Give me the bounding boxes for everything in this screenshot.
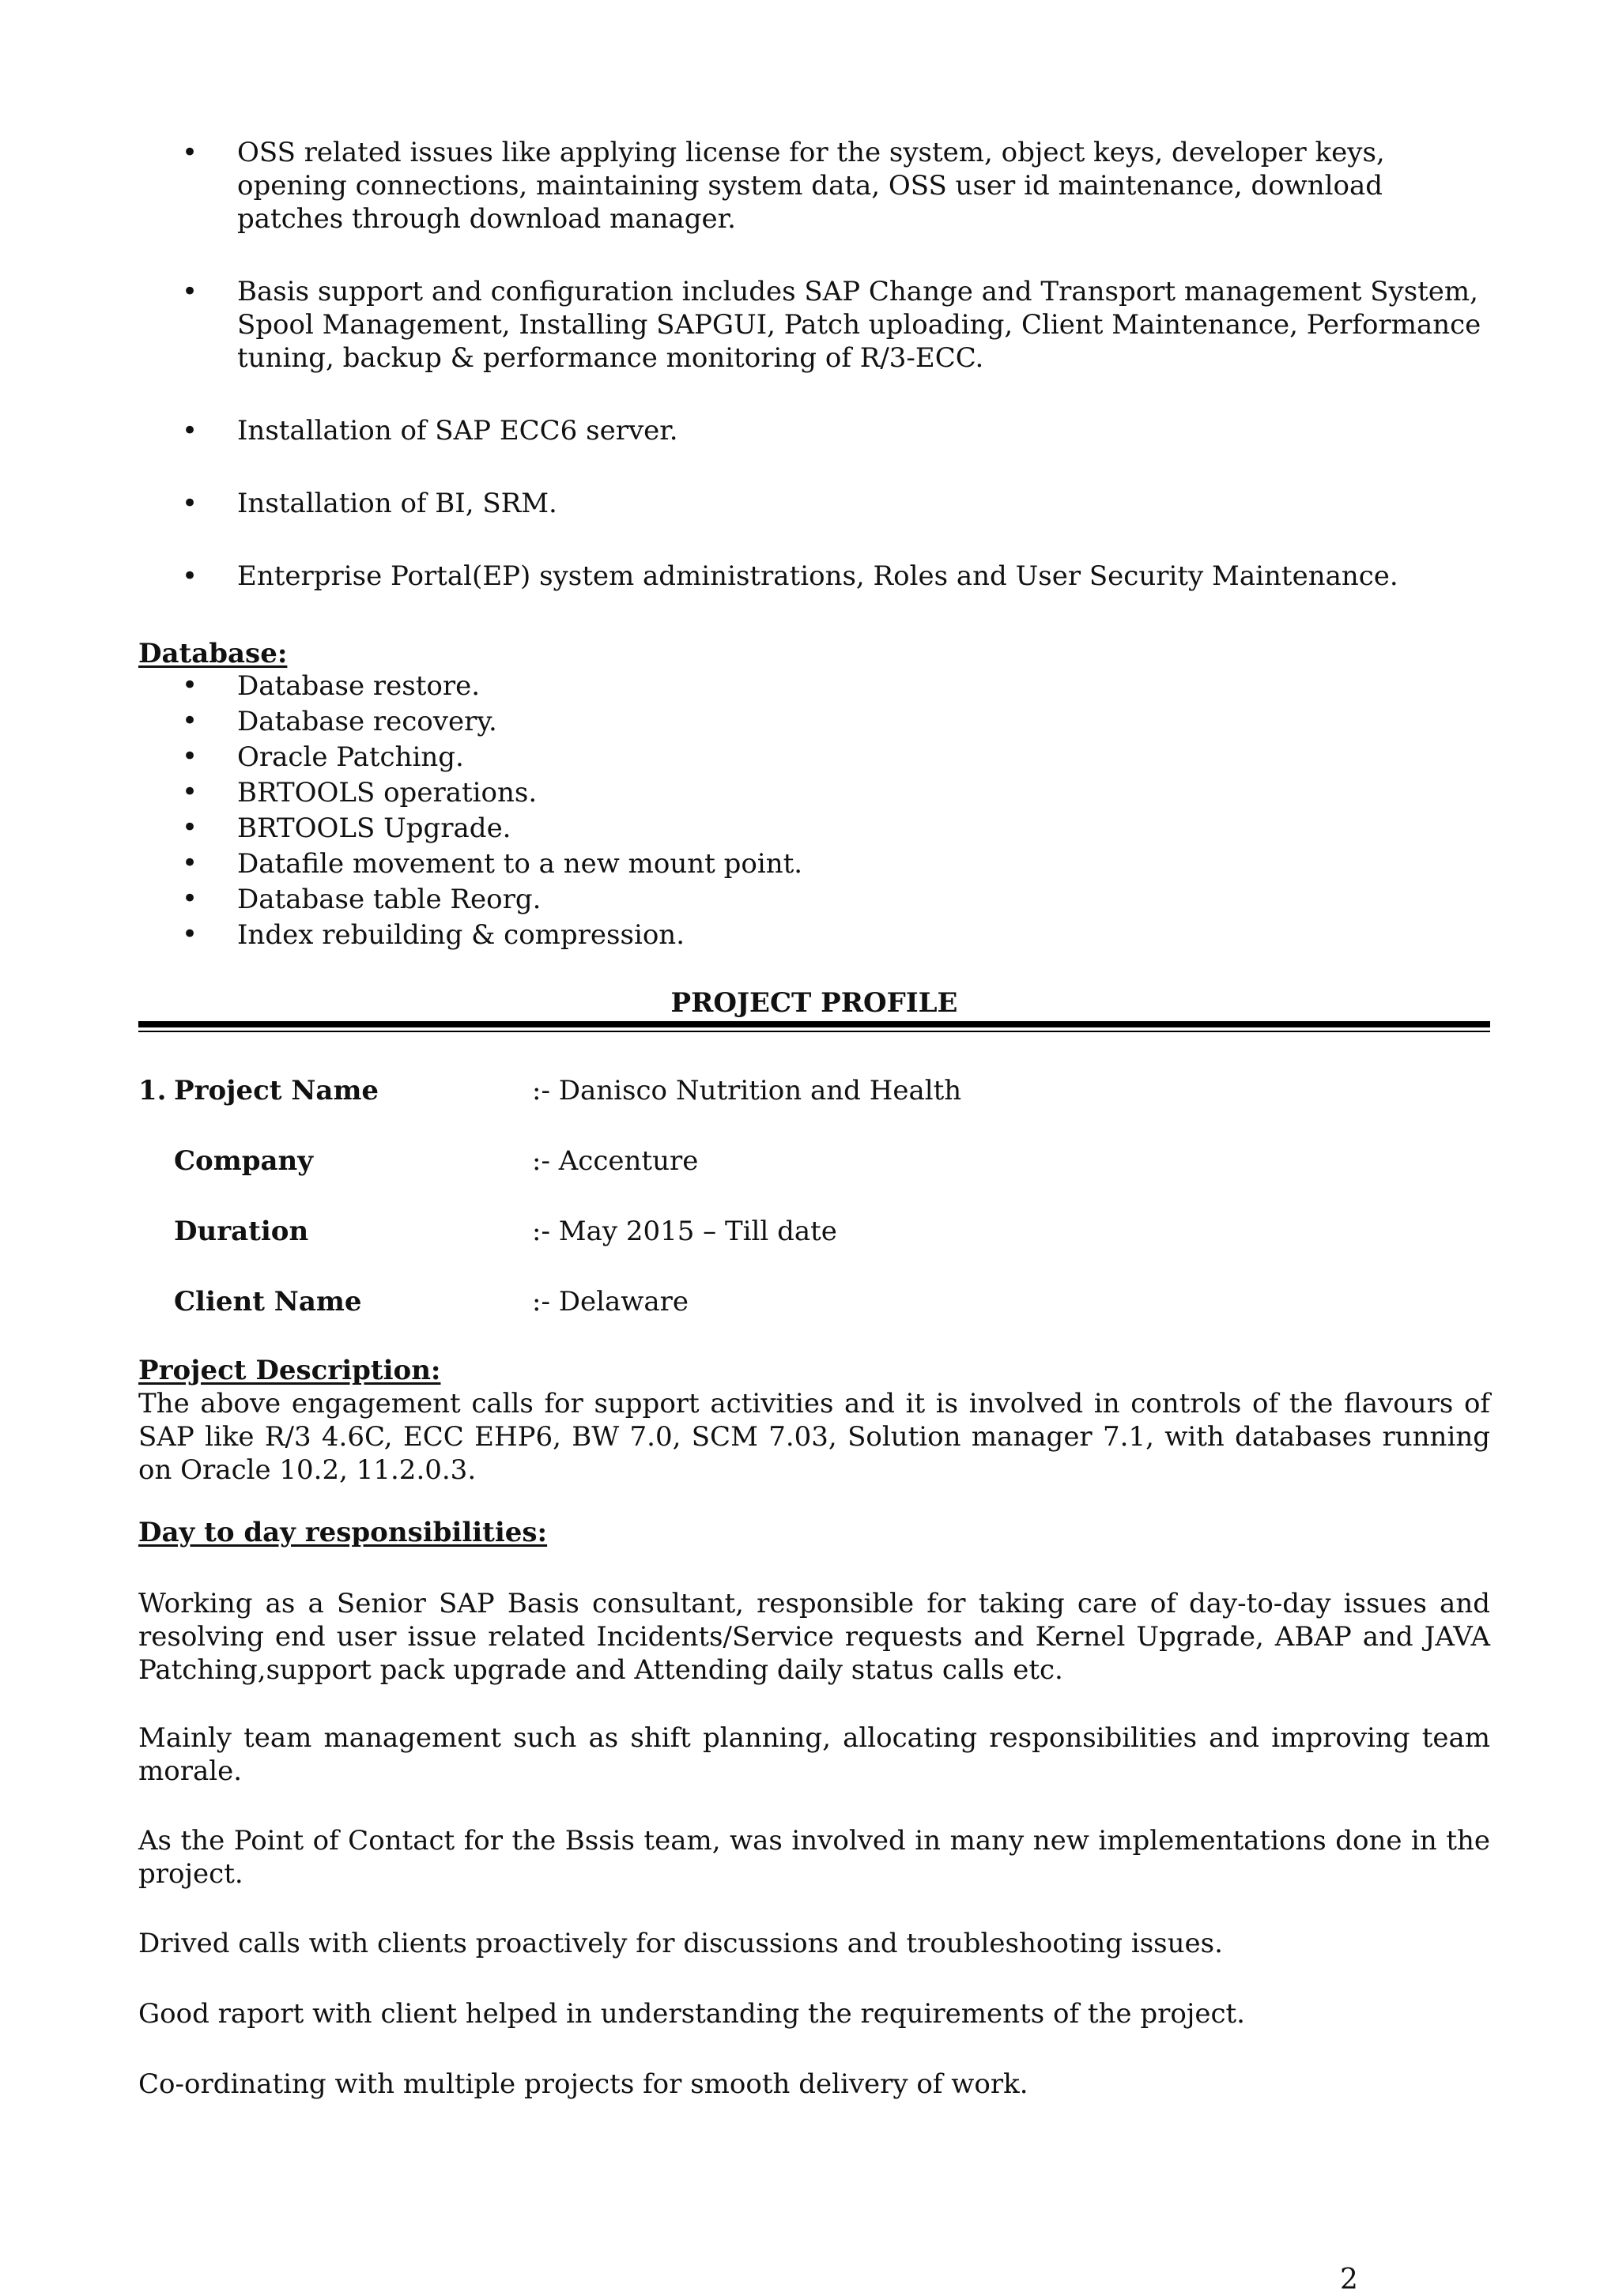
bullet-icon: • — [182, 669, 198, 701]
responsibility-paragraph: Co-ordinating with multiple projects for smooth delivery of work. — [138, 2068, 1028, 2100]
responsibility-paragraph: As the Point of Contact for the Bssis team, was involved in many new implementations done in the project. — [138, 1825, 1490, 1890]
project-name-row — [138, 1074, 1490, 1107]
field-label: Client Name — [174, 1286, 362, 1318]
list-item — [138, 560, 1490, 593]
bullet-text: Index rebuilding & compression. — [237, 919, 685, 951]
bullet-icon: • — [182, 883, 198, 914]
list-item — [138, 811, 1490, 846]
field-value: :- Accenture — [532, 1145, 699, 1177]
project-number: 1. — [138, 1075, 167, 1107]
field-value: :- Danisco Nutrition and Health — [532, 1075, 962, 1107]
bullet-icon: • — [182, 918, 198, 950]
database-bullet-list — [138, 669, 1490, 953]
bullet-text: BRTOOLS operations. — [237, 777, 538, 809]
field-label: Project Name — [174, 1075, 379, 1107]
page-number: 2 — [1340, 2264, 1358, 2296]
bullet-text: Oracle Patching. — [237, 741, 464, 773]
list-item — [138, 918, 1490, 953]
bullet-text: Database recovery. — [237, 706, 497, 737]
bullet-text: Installation of SAP ECC6 server. — [237, 415, 678, 447]
list-item — [138, 882, 1490, 918]
responsibility-paragraph: Good raport with client helped in understanding the requirements of the project. — [138, 1998, 1245, 2030]
field-value: :- Delaware — [532, 1286, 689, 1318]
bullet-icon: • — [182, 847, 198, 879]
section-divider-thin — [138, 1031, 1490, 1032]
bullet-text: Enterprise Portal(EP) system administrations, Roles and User Security Maintenance. — [237, 560, 1398, 592]
bullet-text: OSS related issues like applying license for the system, object keys, developer keys, opening connections, maintaining system data, OSS user id maintenance, download patches through download manager. — [237, 137, 1385, 235]
responsibilities-heading: Day to day responsibilities: — [138, 1517, 548, 1548]
responsibility-paragraph: Drived calls with clients proactively for discussions and troubleshooting issues. — [138, 1928, 1223, 1959]
responsibility-paragraph: Mainly team management such as shift planning, allocating responsibilities and improving team morale. — [138, 1722, 1490, 1787]
list-item — [138, 136, 1490, 236]
project-description-text: The above engagement calls for support activities and it is involved in controls of the flavours of SAP like R/3 4.6C, ECC EHP6, BW 7.0, SCM 7.03, Solution manager 7.1, with databases running on Oracle 10.2, 11.2.0.3. — [138, 1388, 1490, 1486]
list-item — [138, 775, 1490, 811]
list-item — [138, 740, 1490, 775]
list-item — [138, 704, 1490, 740]
responsibility-paragraph: Working as a Senior SAP Basis consultant, responsible for taking care of day-to-day issues and resolving end user issue related Incidents/Service requests and Kernel Upgrade, ABAP and JAVA Patching,support pack upgrade and Attending daily status calls etc. — [138, 1588, 1490, 1686]
bullet-text: Database restore. — [237, 670, 481, 702]
bullet-icon: • — [182, 776, 198, 808]
list-item — [138, 487, 1490, 520]
field-label: Duration — [174, 1216, 309, 1247]
company-row — [138, 1144, 1490, 1178]
project-profile-title: PROJECT PROFILE — [670, 987, 958, 1019]
list-item — [138, 669, 1490, 704]
field-label: Company — [174, 1145, 313, 1177]
bullet-icon: • — [182, 741, 198, 772]
bullet-icon: • — [182, 560, 198, 592]
bullet-icon: • — [182, 276, 198, 307]
bullet-text: Datafile movement to a new mount point. — [237, 848, 803, 880]
bullet-icon: • — [182, 415, 198, 447]
field-value: :- May 2015 – Till date — [532, 1216, 837, 1247]
bullet-text: Database table Reorg. — [237, 884, 542, 915]
bullet-icon: • — [182, 812, 198, 843]
bullet-text: Installation of BI, SRM. — [237, 488, 557, 519]
section-divider-thick — [138, 1021, 1490, 1027]
skills-bullet-list — [138, 136, 1490, 632]
client-name-row — [138, 1285, 1490, 1318]
list-item — [138, 414, 1490, 447]
bullet-icon: • — [182, 705, 198, 737]
duration-row — [138, 1215, 1490, 1248]
list-item — [138, 275, 1490, 375]
project-description-heading: Project Description: — [138, 1355, 441, 1386]
bullet-text: Basis support and configuration includes SAP Change and Transport management System, Spool Management, Installing SAPGUI, Patch uploading, Client Maintenance, Performance tuning, backup & performance monitoring of R/3-ECC. — [237, 276, 1481, 374]
bullet-text: BRTOOLS Upgrade. — [237, 812, 511, 844]
list-item — [138, 846, 1490, 882]
database-heading: Database: — [138, 638, 288, 669]
resume-page — [138, 0, 1490, 2290]
bullet-icon: • — [182, 488, 198, 519]
bullet-icon: • — [182, 137, 198, 168]
